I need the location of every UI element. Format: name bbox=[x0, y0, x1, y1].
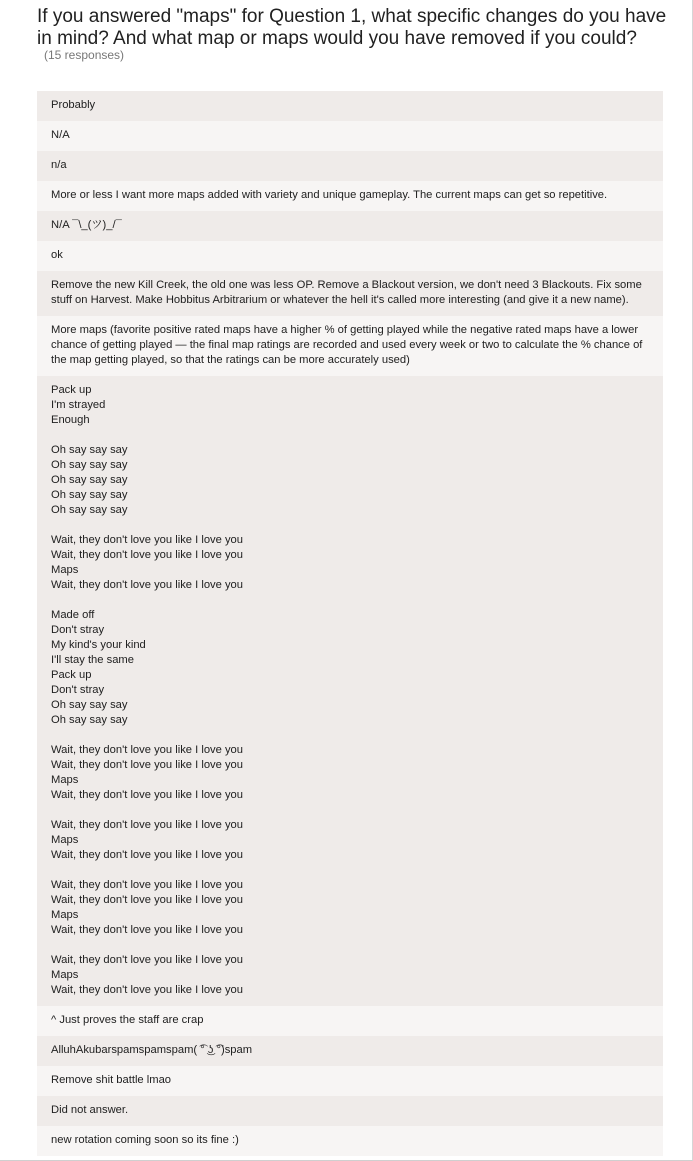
response-item: new rotation coming soon so its fine :) bbox=[37, 1126, 663, 1156]
response-item: Probably bbox=[37, 91, 663, 121]
response-item: More or less I want more maps added with variety and unique gameplay. The current maps can get so repetitive. bbox=[37, 181, 663, 211]
response-item: ^ Just proves the staff are crap bbox=[37, 1006, 663, 1036]
response-list bbox=[37, 91, 663, 1156]
response-item: AlluhAkubarspamspamspam( ͡° ͜ʖ ͡°)spam bbox=[37, 1036, 663, 1066]
response-count: (15 responses) bbox=[44, 48, 125, 62]
response-item: n/a bbox=[37, 151, 663, 181]
response-item: Remove the new Kill Creek, the old one was less OP. Remove a Blackout version, we don't need 3 Blackouts. Fix some stuff on Harvest. Make Hobbitus Arbitrarium or whatever the hell it's called more interesting (and give it a new name). bbox=[37, 271, 663, 316]
response-item: N/A bbox=[37, 121, 663, 151]
question-title: If you answered "maps" for Question 1, what specific changes do you have in mind? And what map or maps would you have removed if you could? bbox=[37, 6, 667, 49]
response-item: More maps (favorite positive rated maps have a higher % of getting played while the negative rated maps have a lower chance of getting played — the final map ratings are recorded and used every week or two to calculate the % chance of the map getting played, so that the ratings can be more accurately used) bbox=[37, 316, 663, 376]
response-item: Pack up I'm strayed Enough Oh say say say Oh say say say Oh say say say Oh say say say Oh say say say Wait, they don't love you like I love you Wait, they don't love you like I love you Maps Wait, they don't love you like I love you Made off Don't stray My kind's your kind I'll stay the same Pack up Don't stray Oh say say say Oh say say say Wait, they don't love you like I love you Wait, they don't love you like I love you Maps Wait, they don't love you like I love you Wait, they don't love you like I love you Maps Wait, they don't love you like I love you Wait, they don't love you like I love you Wait, they don't love you like I love you Maps Wait, they don't love you like I love you Wait, they don't love you like I love you Maps Wait, they don't love you like I love you bbox=[37, 376, 663, 1006]
response-item: Remove shit battle lmao bbox=[37, 1066, 663, 1096]
response-item: Did not answer. bbox=[37, 1096, 663, 1126]
response-item: ok bbox=[37, 241, 663, 271]
response-item: N/A ¯\_(ツ)_/¯ bbox=[37, 211, 663, 241]
